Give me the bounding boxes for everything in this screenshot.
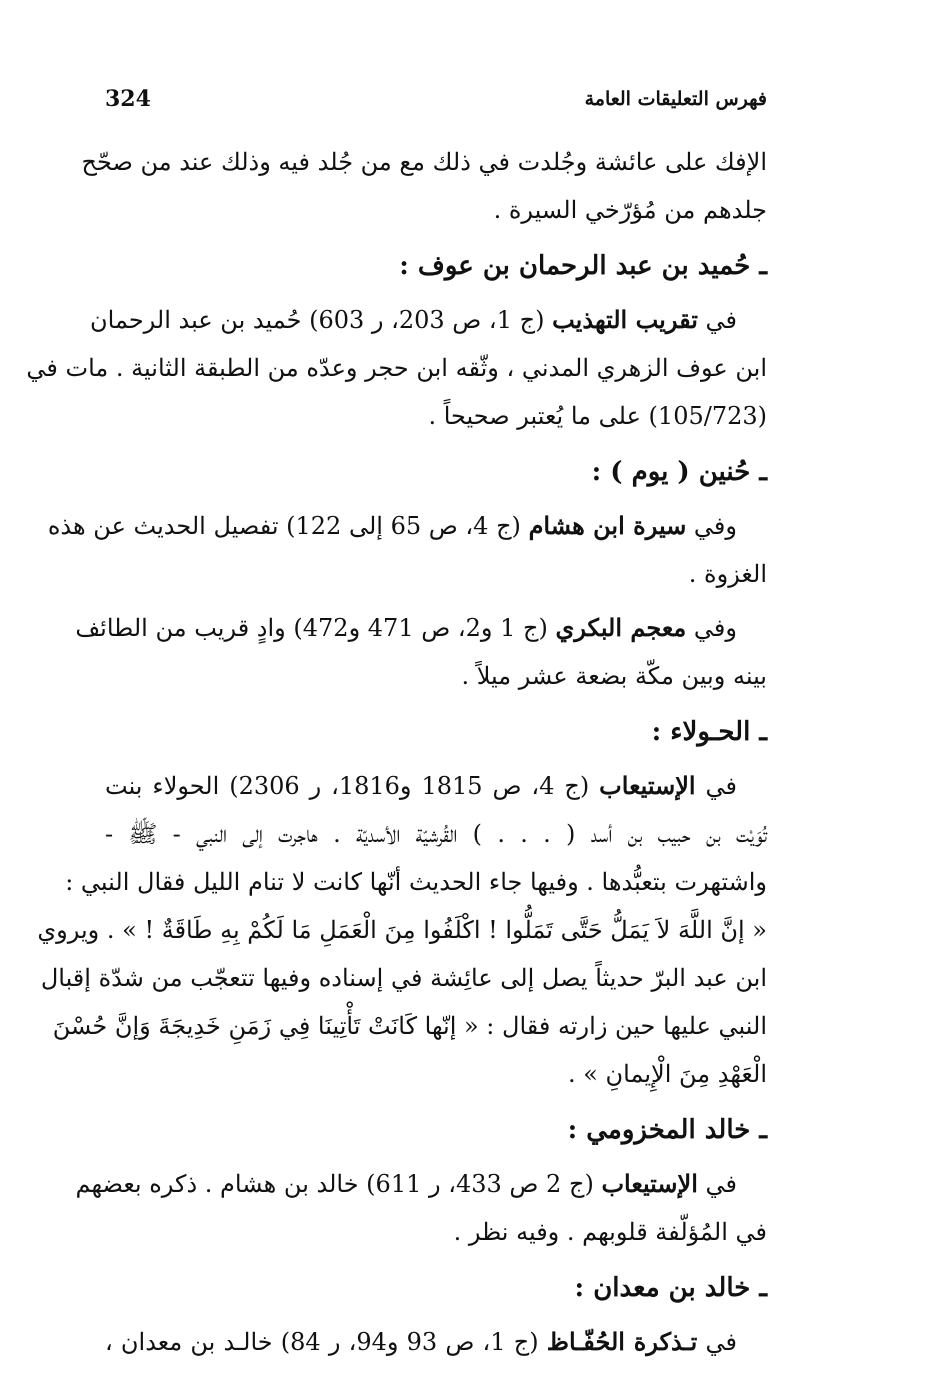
page-number: 324 [105,86,151,112]
header-title: فهرس التعليقات العامة [584,88,767,110]
text-line: في المُؤلّفة قلوبهم . وفيه نظر . [453,1218,767,1246]
main-text [26,138,767,1366]
text-line: ابن عوف الزهري المدني ، وثّقه ابن حجر وعدّه من الطبقة الثانية . مات في [26,354,767,382]
paragraph [75,1160,767,1256]
paragraph [75,604,767,700]
paragraph [37,762,767,1098]
text-line: الإفك على عائشة وجُلدت في ذلك مع من جُلد فيه وذلك عند من صحّح [81,148,767,176]
entry-heading: ـ خالد المخزومي : [567,1115,767,1145]
text-fragment: في [697,1170,737,1198]
text-fragment: (ج 2 ص 433، ر 611) خالد بن هشام . ذكره بعضهم [75,1170,602,1198]
book-title: معجم البكري [555,613,687,642]
text-line: واشتهرت بتعبُّدها . وفيها جاء الحديث أنّها كانت لا تنام الليل فقال النبي : [65,868,767,896]
entry-heading: ـ الحـولاء : [651,717,767,747]
text-line: (105/723) على ما يُعتبر صحيحاً . [428,402,767,430]
text-fragment: في [697,306,737,334]
text-line [75,604,767,652]
text-line [90,296,767,344]
text-line: جلدهم من مُؤرّخي السيرة . [493,196,767,224]
paragraph [105,1318,767,1366]
text-line [47,502,767,550]
text-fragment: (ج 1، ص 203، ر 603) حُميد بن عبد الرحمان [90,306,553,334]
entry-heading: ـ حُميد بن عبد الرحمان بن عوف : [399,251,767,281]
text-line: الْعَهْدِ مِنَ الْإِيمانِ » . [567,1060,767,1088]
book-title: تقريب التهذيب [552,305,698,334]
text-line: بينه وبين مكّة بضعة عشر ميلاً . [461,662,767,690]
book-title: سيرة ابن هشام [528,511,687,540]
text-line: النبي عليها حين زارته فقال : « إنّها كَانَتْ تَأْتِينَا فِي زَمَنِ خَدِيجَةَ وَإنَّ حُسْنَ [52,1012,767,1040]
book-title: تـذكرة الحُفّـاظ [546,1327,698,1356]
text-fragment: وفي [686,614,737,642]
text-fragment: وفي [686,512,737,540]
running-header [105,88,767,120]
text-fragment: (ج 4، ص 1815 و1816، ر 2306) الحولاء بنت [105,772,600,800]
text-line: « إنَّ اللَّهَ لاَ يَمَلُّ حَتَّى تَمَلُّوا ! اكْلَفُوا مِنَ الْعَمَلِ مَا لَكُمْ بِهِ طَاقَةٌ ! » . ويروي [37,916,767,944]
text-fragment: (ج 4، ص 65 إلى 122) تفصيل الحديث عن هذه [47,512,529,540]
paragraph [81,138,767,234]
text-line [75,1160,767,1208]
book-title: الإستيعاب [599,771,696,800]
text-line [105,762,767,810]
entry-heading: ـ حُنين ( يوم ) : [591,457,767,487]
book-title: الإستيعاب [601,1169,698,1198]
text-line: ابن عبد البرّ حديثاً يصل إلى عائِشة في إسناده وفيها تتعجّب من شدّة إقبال [40,964,767,992]
text-fragment: (ج 1، ص 93 و94، ر 84) خالـد بن معدان ، [105,1328,547,1356]
text-fragment: في [695,772,738,800]
text-line: الغزوة . [688,560,767,588]
text-line: تُوَيْت بن حبيب بن أسد ( . . . ) القُرشيّة الأسديّة . هاجرت إلى النبي - ﷺ - [105,820,767,848]
text-fragment: في [697,1328,737,1356]
paragraph [47,502,767,598]
text-line [105,1318,767,1366]
paragraph [26,296,767,440]
text-fragment: (ج 1 و2، ص 471 و472) وادٍ قريب من الطائف [75,614,556,642]
entry-heading: ـ خالد بن معدان : [574,1273,767,1303]
